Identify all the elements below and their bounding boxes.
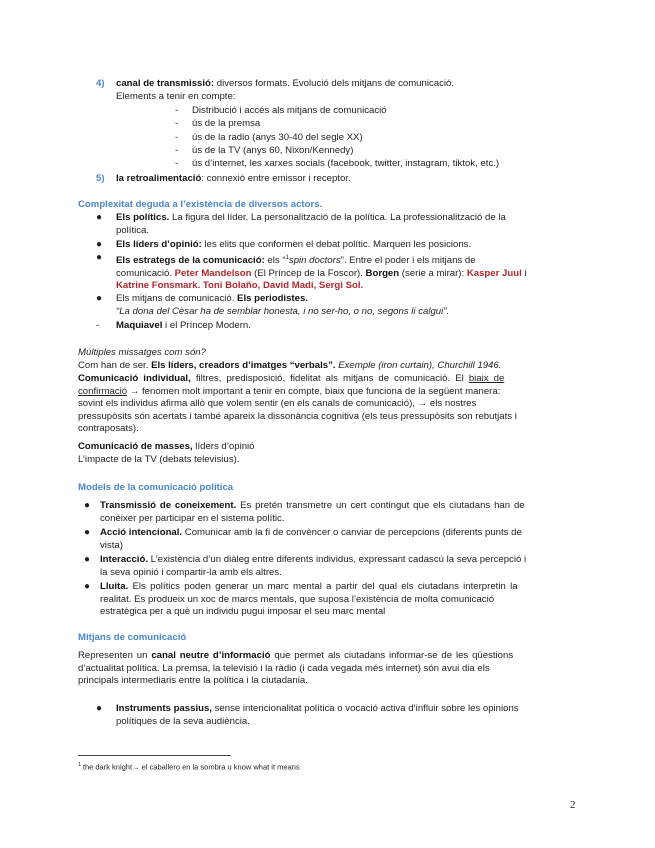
numbered-item-4 bbox=[96, 78, 105, 91]
list-item: Interacció. L’existència d’un diàleg entre diferents individus, expressant cadascú la seva percepció i la seva opinió i compartir-la amb els altres. bbox=[100, 554, 527, 578]
bullet-icon: ● bbox=[96, 212, 103, 223]
bullet-icon: ● bbox=[84, 554, 91, 565]
list-item: Transmissió de coneixement. Es pretén transmetre un cert contingut que els ciutadans han de conèixer per participar en el sistema polític. bbox=[100, 500, 525, 524]
list-item: Els líders d’opinió: les elits que conformen el debat polític. Marquen les posicions. bbox=[116, 239, 472, 250]
footnote: $^1$ the dark knight→ el caballero en la sombra u know what it means bbox=[78, 762, 300, 772]
numbered-item-5 bbox=[96, 173, 105, 186]
bullet-icon: ● bbox=[84, 500, 91, 511]
item-4-sub: Elements a tenir en compte: bbox=[116, 91, 236, 102]
list-item: - Distribució i accés als mitjans de comunicació bbox=[175, 105, 387, 116]
item-4-text: canal de transmissió: diversos formats. Evolució dels mitjans de comunicació. bbox=[116, 78, 455, 89]
list-item: Els mitjans de comunicació. Els periodistes. “La dona del Cèsar ha de semblar honesta, i no ser-ho, o no, segons li calgui”. bbox=[116, 293, 450, 317]
dash-icon: - bbox=[96, 320, 100, 331]
paragraph: Comunicació de masses, líders d’opinió bbox=[78, 441, 255, 452]
paragraph: L’impacte de la TV (debats televisius). bbox=[78, 454, 240, 465]
section-heading-mitjans: Mitjans de comunicació bbox=[78, 632, 187, 643]
paragraph: Comunicació individual, filtres, predisposició, fidelitat als mitjans de comunicació. El biaix de confirmació → fenomen molt important a tenir en compte, biaix que funciona de la següent manera: sovint els individus afirma allò que volem sentir (en els canals de comunicació), → els nostres pressupòsits són acertats i també apareix la dissonància cognitiva (els teus pressupòsits son rebutjats i contraposats). bbox=[78, 373, 517, 435]
list-item: Acció intencional. Comunicar amb la fi de convèncer o canviar de percepcions (diferents punts de vista) bbox=[100, 527, 522, 551]
section-heading-models: Models de la comunicació política bbox=[78, 482, 234, 493]
section-heading-complexitat: Complexitat deguda a l’existència de diversos actors. bbox=[78, 199, 323, 210]
bullet-icon: ● bbox=[96, 703, 103, 714]
list-item: Lluita. Els polítics poden generar un marc mental a partir del qual els ciutadans interpretin la realitat. Es produeix un xoc de marcs mentals, que suposa l’existència de molta comunicació estratègica per a què un individu pugui imposar el seu marc mental bbox=[100, 581, 518, 618]
item-number: 5) bbox=[96, 173, 105, 184]
footnote-ref: 1 bbox=[285, 255, 289, 261]
list-item: - ús de la TV (anys 60, Nixon/Kennedy) bbox=[175, 144, 354, 156]
list-item: Maquiavel i el Príncep Modern. bbox=[116, 320, 251, 331]
bullet-icon: ● bbox=[84, 581, 91, 592]
bullet-icon: ● bbox=[96, 252, 103, 263]
dash-list bbox=[175, 105, 499, 171]
item-number: 4) bbox=[96, 78, 105, 89]
footnote-divider bbox=[78, 755, 231, 756]
list-item: Instruments passius, sense intencionalitat política o vocació activa d’influir sobre les opinions polítiques de la seva audiència. bbox=[116, 703, 519, 727]
item-5-text: la retroalimentació: connexió entre emissor i receptor. bbox=[116, 173, 351, 184]
paragraph: Representen un canal neutre d’informació que permet als ciutadans informar-se de les qüestions d’actualitat política. La premsa, la televisió i la ràdio (i cada vegada més internet) són avui dia els principals intermediaris entre la política i la ciutadania. bbox=[78, 650, 514, 687]
bullet-icon: ● bbox=[84, 527, 91, 538]
list-item: - ús de la premsa bbox=[175, 118, 261, 130]
bullet-icon: ● bbox=[96, 239, 103, 250]
list-item: - ús d’internet, les xarxes socials (facebook, twitter, instagram, tiktok, etc.) bbox=[175, 158, 500, 170]
list-item: Els estrategs de la comunicació: els “$^1$spin doctors”. Entre el poder i els mitjans de comunicació. Peter Mandelson (El Príncep de la Foscor). Borgen (serie a mirar): Kasper Juul i Katrine Fonsmark. Toni Bolaño, David Madí, Sergi Sol. bbox=[116, 255, 527, 292]
question-heading: Múltiples missatges com són? bbox=[78, 347, 206, 358]
page-number: 2 bbox=[570, 799, 576, 811]
item-term: canal de transmissió: bbox=[116, 78, 215, 89]
list-item: - ús de la radio (anys 30-40 del segle XX) bbox=[175, 131, 363, 143]
bullet-icon: ● bbox=[96, 293, 103, 304]
paragraph: Com han de ser. Els líders, creadors d’imatges “verbals”. Exemple (iron curtain), Churchill 1946. bbox=[78, 360, 502, 371]
list-item: Els polítics. La figura del líder. La personalització de la política. La professionalització de la política. bbox=[116, 212, 506, 236]
